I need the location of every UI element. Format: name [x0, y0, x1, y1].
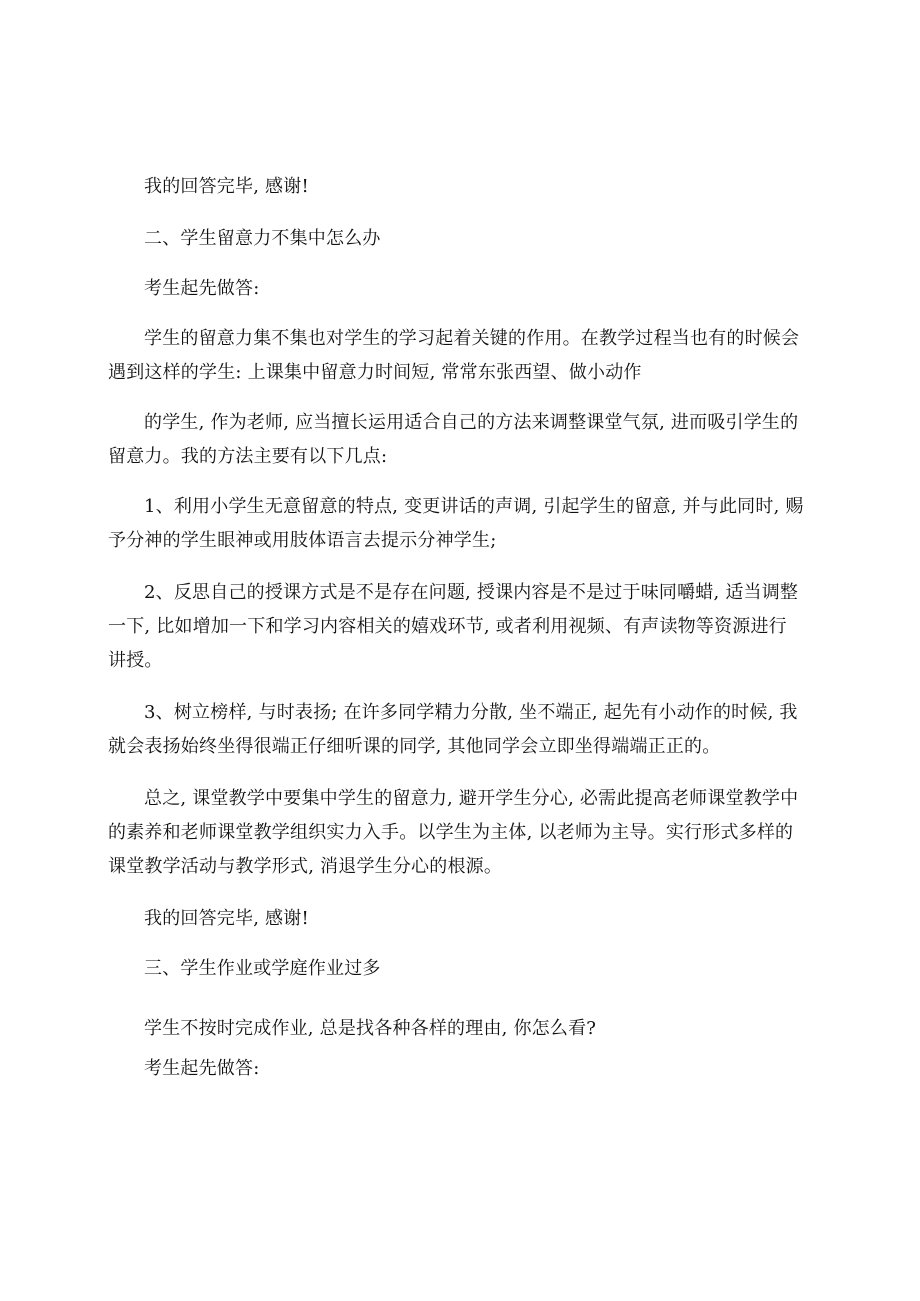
text-line: 2、反思自己的授课方式是不是存在问题, 授课内容是不是过于味同嚼蜡, 适当调整	[144, 582, 799, 603]
text-line: 课堂教学活动与教学形式, 消退学生分心的根源。	[108, 856, 503, 877]
paragraph-summary	[108, 782, 818, 884]
paragraph-body-2	[108, 406, 818, 474]
text-line: 就会表扬始终坐得很端正仔细听课的同学, 其他同学会立即坐得端端正正的。	[108, 736, 721, 757]
paragraph-point-3	[108, 696, 818, 764]
text-line: 予分神的学生眼神或用肢体语言去提示分神学生;	[108, 530, 497, 551]
paragraph-point-1	[108, 490, 818, 558]
text-line: 我的回答完毕, 感谢!	[144, 176, 309, 197]
paragraph-closing-1	[108, 170, 818, 204]
text-line: 遇到这样的学生: 上课集中留意力时间短, 常常东张西望、做小动作	[108, 362, 642, 383]
text-line: 二、学生留意力不集中怎么办	[144, 228, 381, 249]
text-line: 3、树立榜样, 与时表扬; 在许多同学精力分散, 坐不端正, 起先有小动作的时候, 我	[144, 702, 798, 723]
text-line: 考生起先做答:	[144, 1058, 260, 1079]
text-line: 一下, 比如增加一下和学习内容相关的嬉戏环节, 或者利用视频、有声读物等资源进行	[108, 616, 787, 637]
paragraph-body-1	[108, 322, 818, 390]
paragraph-answer-start-1	[108, 272, 818, 306]
paragraph-question	[108, 1012, 818, 1046]
text-line: 的素养和老师课堂教学组织实力入手。以学生为主体, 以老师为主导。实行形式多样的	[108, 822, 794, 843]
text-line: 1、利用小学生无意留意的特点, 变更讲话的声调, 引起学生的留意, 并与此同时, 赐	[144, 496, 804, 517]
text-line: 我的回答完毕, 感谢!	[144, 908, 309, 929]
text-line: 总之, 课堂教学中要集中学生的留意力, 避开学生分心, 必需此提高老师课堂教学中	[144, 788, 799, 809]
text-line: 学生的留意力集不集也对学生的学习起着关键的作用。在教学过程当也有的时候会	[144, 328, 800, 349]
text-line: 学生不按时完成作业, 总是找各种各样的理由, 你怎么看?	[144, 1018, 597, 1039]
text-line: 讲授。	[108, 650, 163, 671]
text-line: 考生起先做答:	[144, 278, 260, 299]
paragraph-answer-start-2	[108, 1052, 818, 1086]
section-heading-2	[108, 222, 818, 256]
text-line: 三、学生作业或学庭作业过多	[144, 958, 381, 979]
text-line: 留意力。我的方法主要有以下几点:	[108, 446, 388, 467]
paragraph-closing-2	[108, 902, 818, 936]
section-heading-3	[108, 952, 818, 986]
text-line: 的学生, 作为老师, 应当擅长运用适合自己的方法来调整课堂气氛, 进而吸引学生的	[144, 412, 799, 433]
paragraph-point-2	[108, 576, 818, 678]
